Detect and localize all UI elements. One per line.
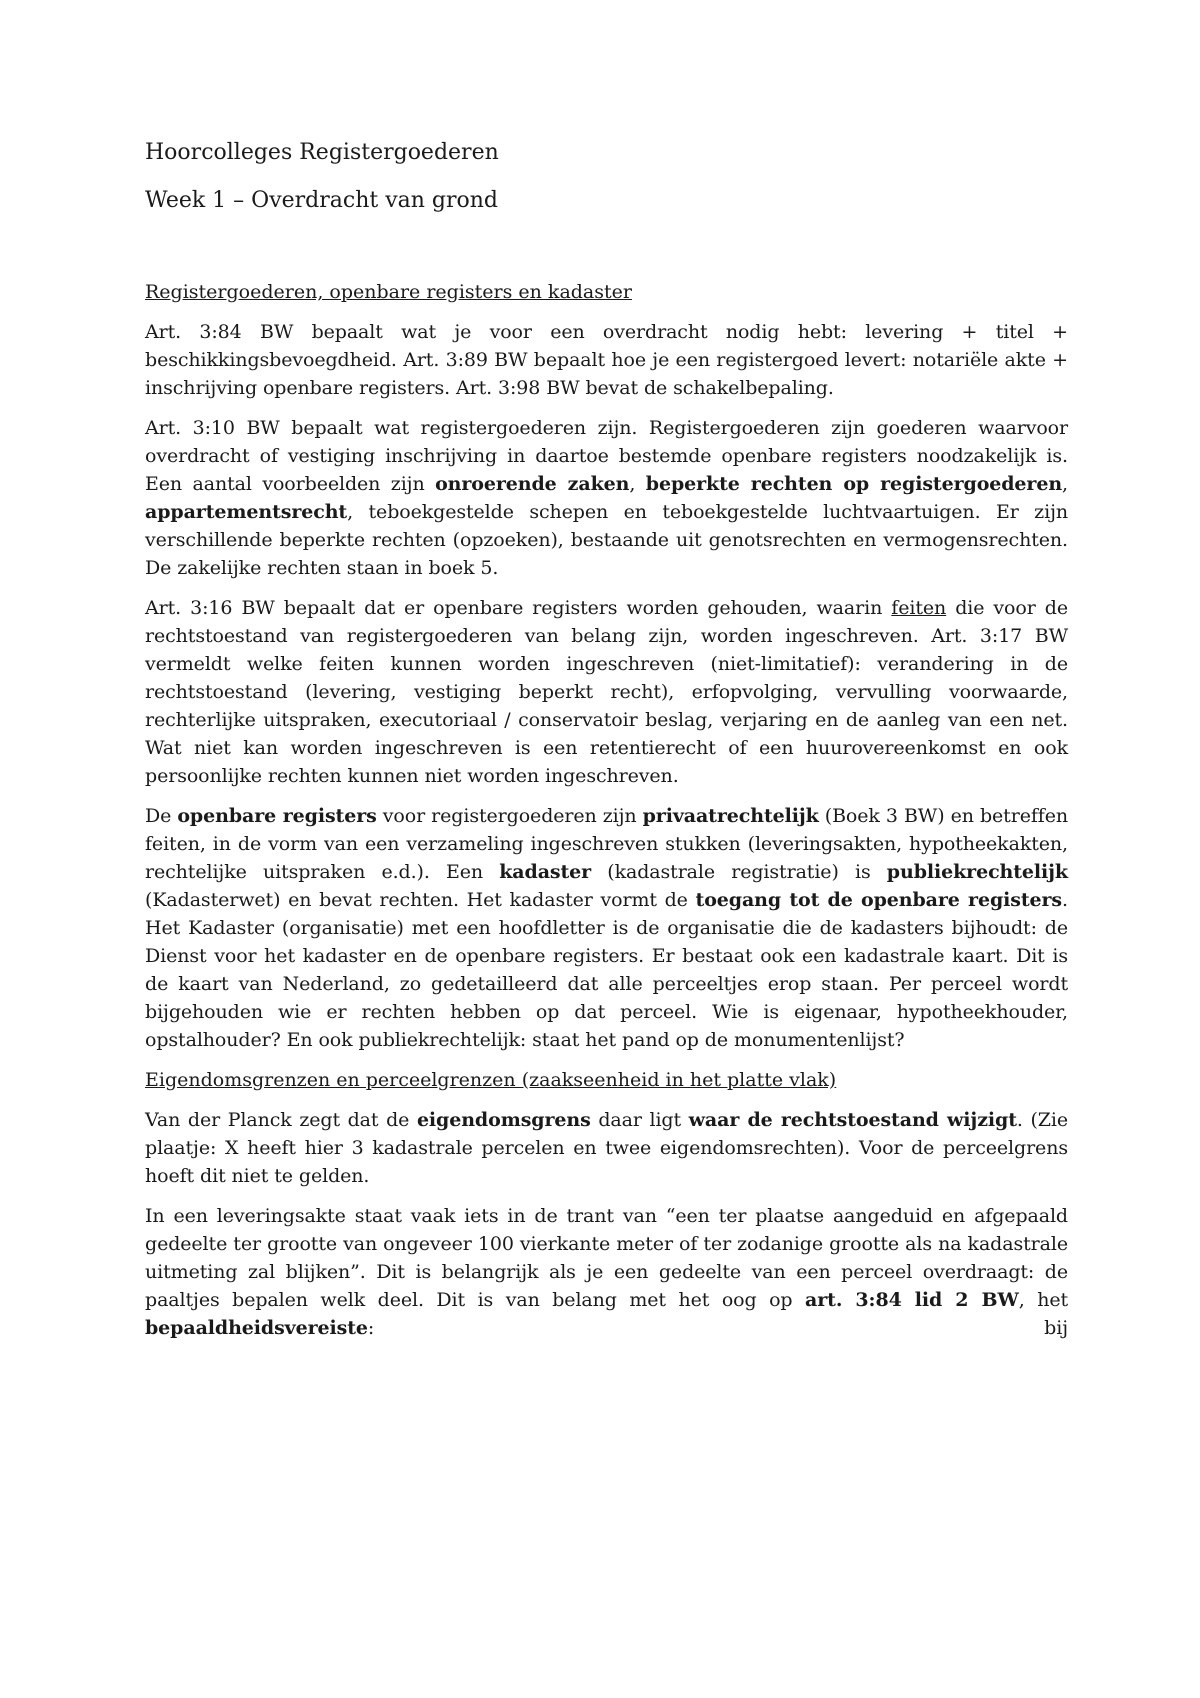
text-run: (Boek 3 BW) en betreffen feiten, in de vorm van een verzameling ingeschreven stukken (leveringsakten, hypotheekakten, rechtelijke uitspraken e.d.). Een	[145, 805, 1068, 883]
text-run: die voor de rechtstoestand van registergoederen van belang zijn, worden ingeschreven. Art. 3:17 BW vermeldt welke feiten kunnen worden ingeschreven (niet-limitatief): verandering in de rechtstoestand (levering, vestiging beperkt recht), erfopvolging, vervulling voorwaarde, rechterlijke uitspraken, executoriaal / conservatoir beslag, verjaring en de aanleg van een net. Wat niet kan worden ingeschreven is een retentierecht of een huurovereenkomst en ook persoonlijke rechten kunnen niet worden ingeschreven.	[145, 597, 1068, 787]
document-body	[145, 138, 1068, 1354]
text-run: : bij	[367, 1317, 1068, 1339]
paragraph-leveringsakte	[145, 1202, 1068, 1342]
text-run: ,	[629, 473, 646, 495]
paragraph-registergoederen	[145, 414, 1068, 582]
bold-run: onroerende zaken	[435, 473, 630, 495]
text-run: (kadastrale registratie) is	[591, 861, 887, 883]
bold-run: privaatrechtelijk	[642, 805, 819, 827]
bold-run: publiekrechtelijk	[886, 861, 1068, 883]
bold-run: kadaster	[499, 861, 592, 883]
text-run: voor registergoederen zijn	[376, 805, 643, 827]
text-run: . Het Kadaster (organisatie) met een hoofdletter is de organisatie die de kadasters bijhoudt: de Dienst voor het kadaster en de openbare registers. Er bestaat ook een kadastrale kaart. Dit is de kaart van Nederland, zo gedetailleerd dat alle perceeltjes erop staan. Per perceel wordt bijgehouden wie er rechten hebben op dat perceel. Wie is eigenaar, hypotheekhouder, opstalhouder? En ook publiekrechtelijk: staat het pand op de monumentenlijst?	[145, 889, 1068, 1051]
bold-run: toegang tot de openbare registers	[695, 889, 1063, 911]
section-heading-registergoederen: Registergoederen, openbare registers en kadaster	[145, 281, 632, 303]
document-title: Hoorcolleges Registergoederen	[145, 140, 499, 165]
text-run: Art. 3:10 BW bepaalt wat registergoederen zijn. Registergoederen zijn goederen waarvoor overdracht of vestiging inschrijving in daartoe bestemde openbare registers noodzakelijk is. Een aantal voorbeelden zijn	[145, 417, 1068, 495]
underlined-run: feiten	[891, 597, 947, 619]
bold-run: bepaaldheidsvereiste	[145, 1317, 368, 1339]
text-run: (Kadasterwet) en bevat rechten. Het kadaster vormt de	[145, 889, 696, 911]
bold-run: openbare registers	[177, 805, 377, 827]
text-run: , teboekgestelde schepen en teboekgestelde luchtvaartuigen. Er zijn verschillende beperkte rechten (opzoeken), bestaande uit genotsrechten en vermogensrechten. De zakelijke rechten staan in boek 5.	[145, 501, 1068, 579]
paragraph-eigendomsgrens	[145, 1106, 1068, 1190]
bold-run: waar de rechtstoestand wijzigt	[688, 1109, 1017, 1131]
bold-run: appartementsrecht	[145, 501, 348, 523]
section-heading-eigendomsgrenzen: Eigendomsgrenzen en perceelgrenzen (zaakseenheid in het platte vlak)	[145, 1069, 837, 1091]
text-run: Van der Planck zegt dat de	[145, 1109, 417, 1131]
text-run: , het	[1018, 1289, 1069, 1311]
paragraph-overdracht: Art. 3:84 BW bepaalt wat je voor een overdracht nodig hebt: levering + titel + beschikkingsbevoegdheid. Art. 3:89 BW bepaalt hoe je een registergoed levert: notariële akte + inschrijving openbare registers. Art. 3:98 BW bevat de schakelbepaling.	[145, 321, 1068, 399]
text-run: De	[145, 805, 178, 827]
text-run: . (Zie plaatje: X heeft hier 3 kadastrale percelen en twee eigendomsrechten). Voor de perceelgrens hoeft dit niet te gelden.	[145, 1109, 1068, 1187]
text-run: In een leveringsakte staat vaak iets in de trant van “een ter plaatse aangeduid en afgepaald gedeelte ter grootte van ongeveer 100 vierkante meter of ter zodanige grootte als na kadastrale uitmeting zal blijken”. Dit is belangrijk als je een gedeelte van een perceel overdraagt: de paaltjes bepalen welk deel. Dit is van belang met het oog op	[145, 1205, 1068, 1311]
text-run: daar ligt	[590, 1109, 689, 1131]
bold-run: beperkte rechten op registergoederen	[645, 473, 1063, 495]
week-heading: Week 1 – Overdracht van grond	[145, 188, 499, 213]
paragraph-openbare-registers	[145, 594, 1068, 790]
bold-run: art. 3:84 lid 2 BW	[805, 1289, 1019, 1311]
text-run: Art. 3:16 BW bepaalt dat er openbare registers worden gehouden, waarin	[145, 597, 892, 619]
paragraph-kadaster	[145, 802, 1068, 1054]
bold-run: eigendomsgrens	[416, 1109, 591, 1131]
text-run: ,	[1062, 473, 1068, 495]
